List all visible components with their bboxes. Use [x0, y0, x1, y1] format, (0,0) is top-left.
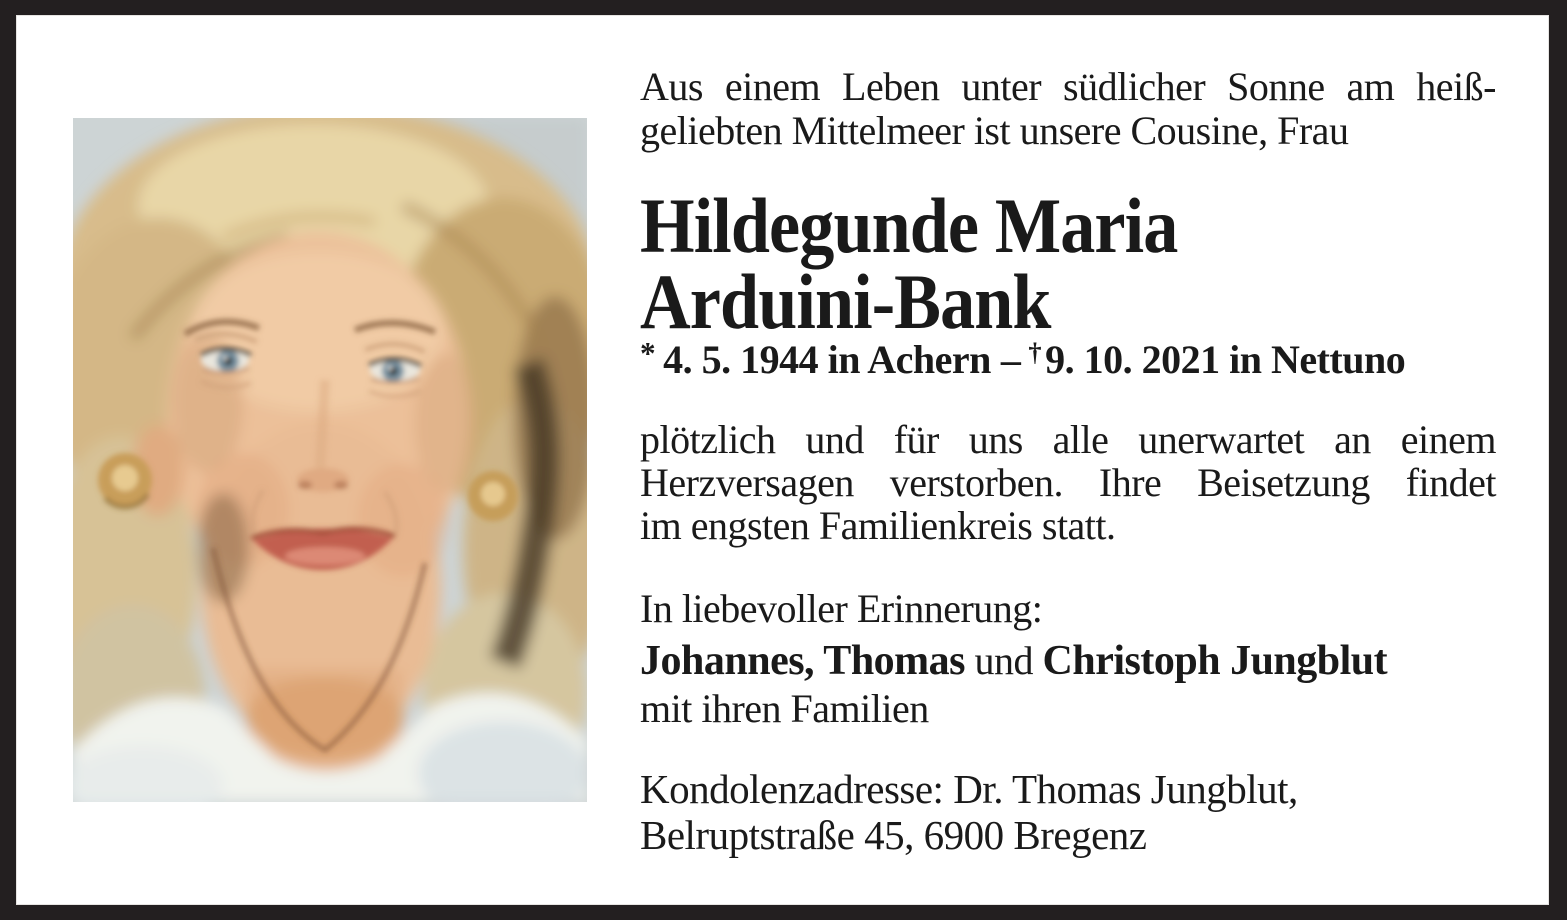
intro-text [640, 65, 1496, 153]
portrait-photo [73, 118, 587, 802]
death-date: 9. 10. 2021 in Nettuno [1045, 337, 1406, 382]
intro-line-1: Aus einem Leben unter südlicher Sonne am heiß- [640, 64, 1496, 109]
remembrance-heading [640, 585, 1496, 632]
announcement-line-2: Herzversagen verstorben. Ihre Beisetzung findet [640, 460, 1496, 505]
intro-line-2: geliebten Mittelmeer ist unsere Cousine, Frau [640, 108, 1349, 153]
condolence-address [640, 766, 1496, 858]
obituary-card [16, 15, 1549, 905]
condolence-line-1: Kondolenzadresse: Dr. Thomas Jungblut, [640, 766, 1298, 812]
death-dagger-symbol: † [1028, 337, 1042, 368]
mourners-names-line [640, 637, 1496, 685]
announcement-line-1: plötzlich und für uns alle unerwartet an einem [640, 417, 1496, 462]
portrait-photo-illustration [73, 118, 587, 802]
deceased-name-line-2: Arduini-Bank [640, 258, 1051, 345]
mourners-families-line: mit ihren Familien [640, 686, 929, 731]
condolence-line-2: Belruptstraße 45, 6900 Bregenz [640, 812, 1147, 858]
death-announcement [640, 418, 1496, 547]
deceased-name [640, 182, 1410, 345]
remembrance-heading-text: In liebevoller Erinnerung: [640, 586, 1043, 631]
mourner-names-2: Christoph Jungblut [1042, 638, 1388, 684]
mourner-names-1: Johannes, Thomas [640, 638, 966, 684]
birth-date: 4. 5. 1944 in Achern [663, 337, 991, 382]
mourners-connector: und [965, 638, 1043, 683]
dates-dash: – [1000, 337, 1021, 382]
deceased-name-line-1: Hildegunde Maria [640, 182, 1178, 269]
birth-star-symbol: * [640, 336, 656, 372]
announcement-line-3: im engsten Familienkreis statt. [640, 503, 1116, 548]
mourners [640, 637, 1496, 732]
life-dates [640, 336, 1496, 383]
